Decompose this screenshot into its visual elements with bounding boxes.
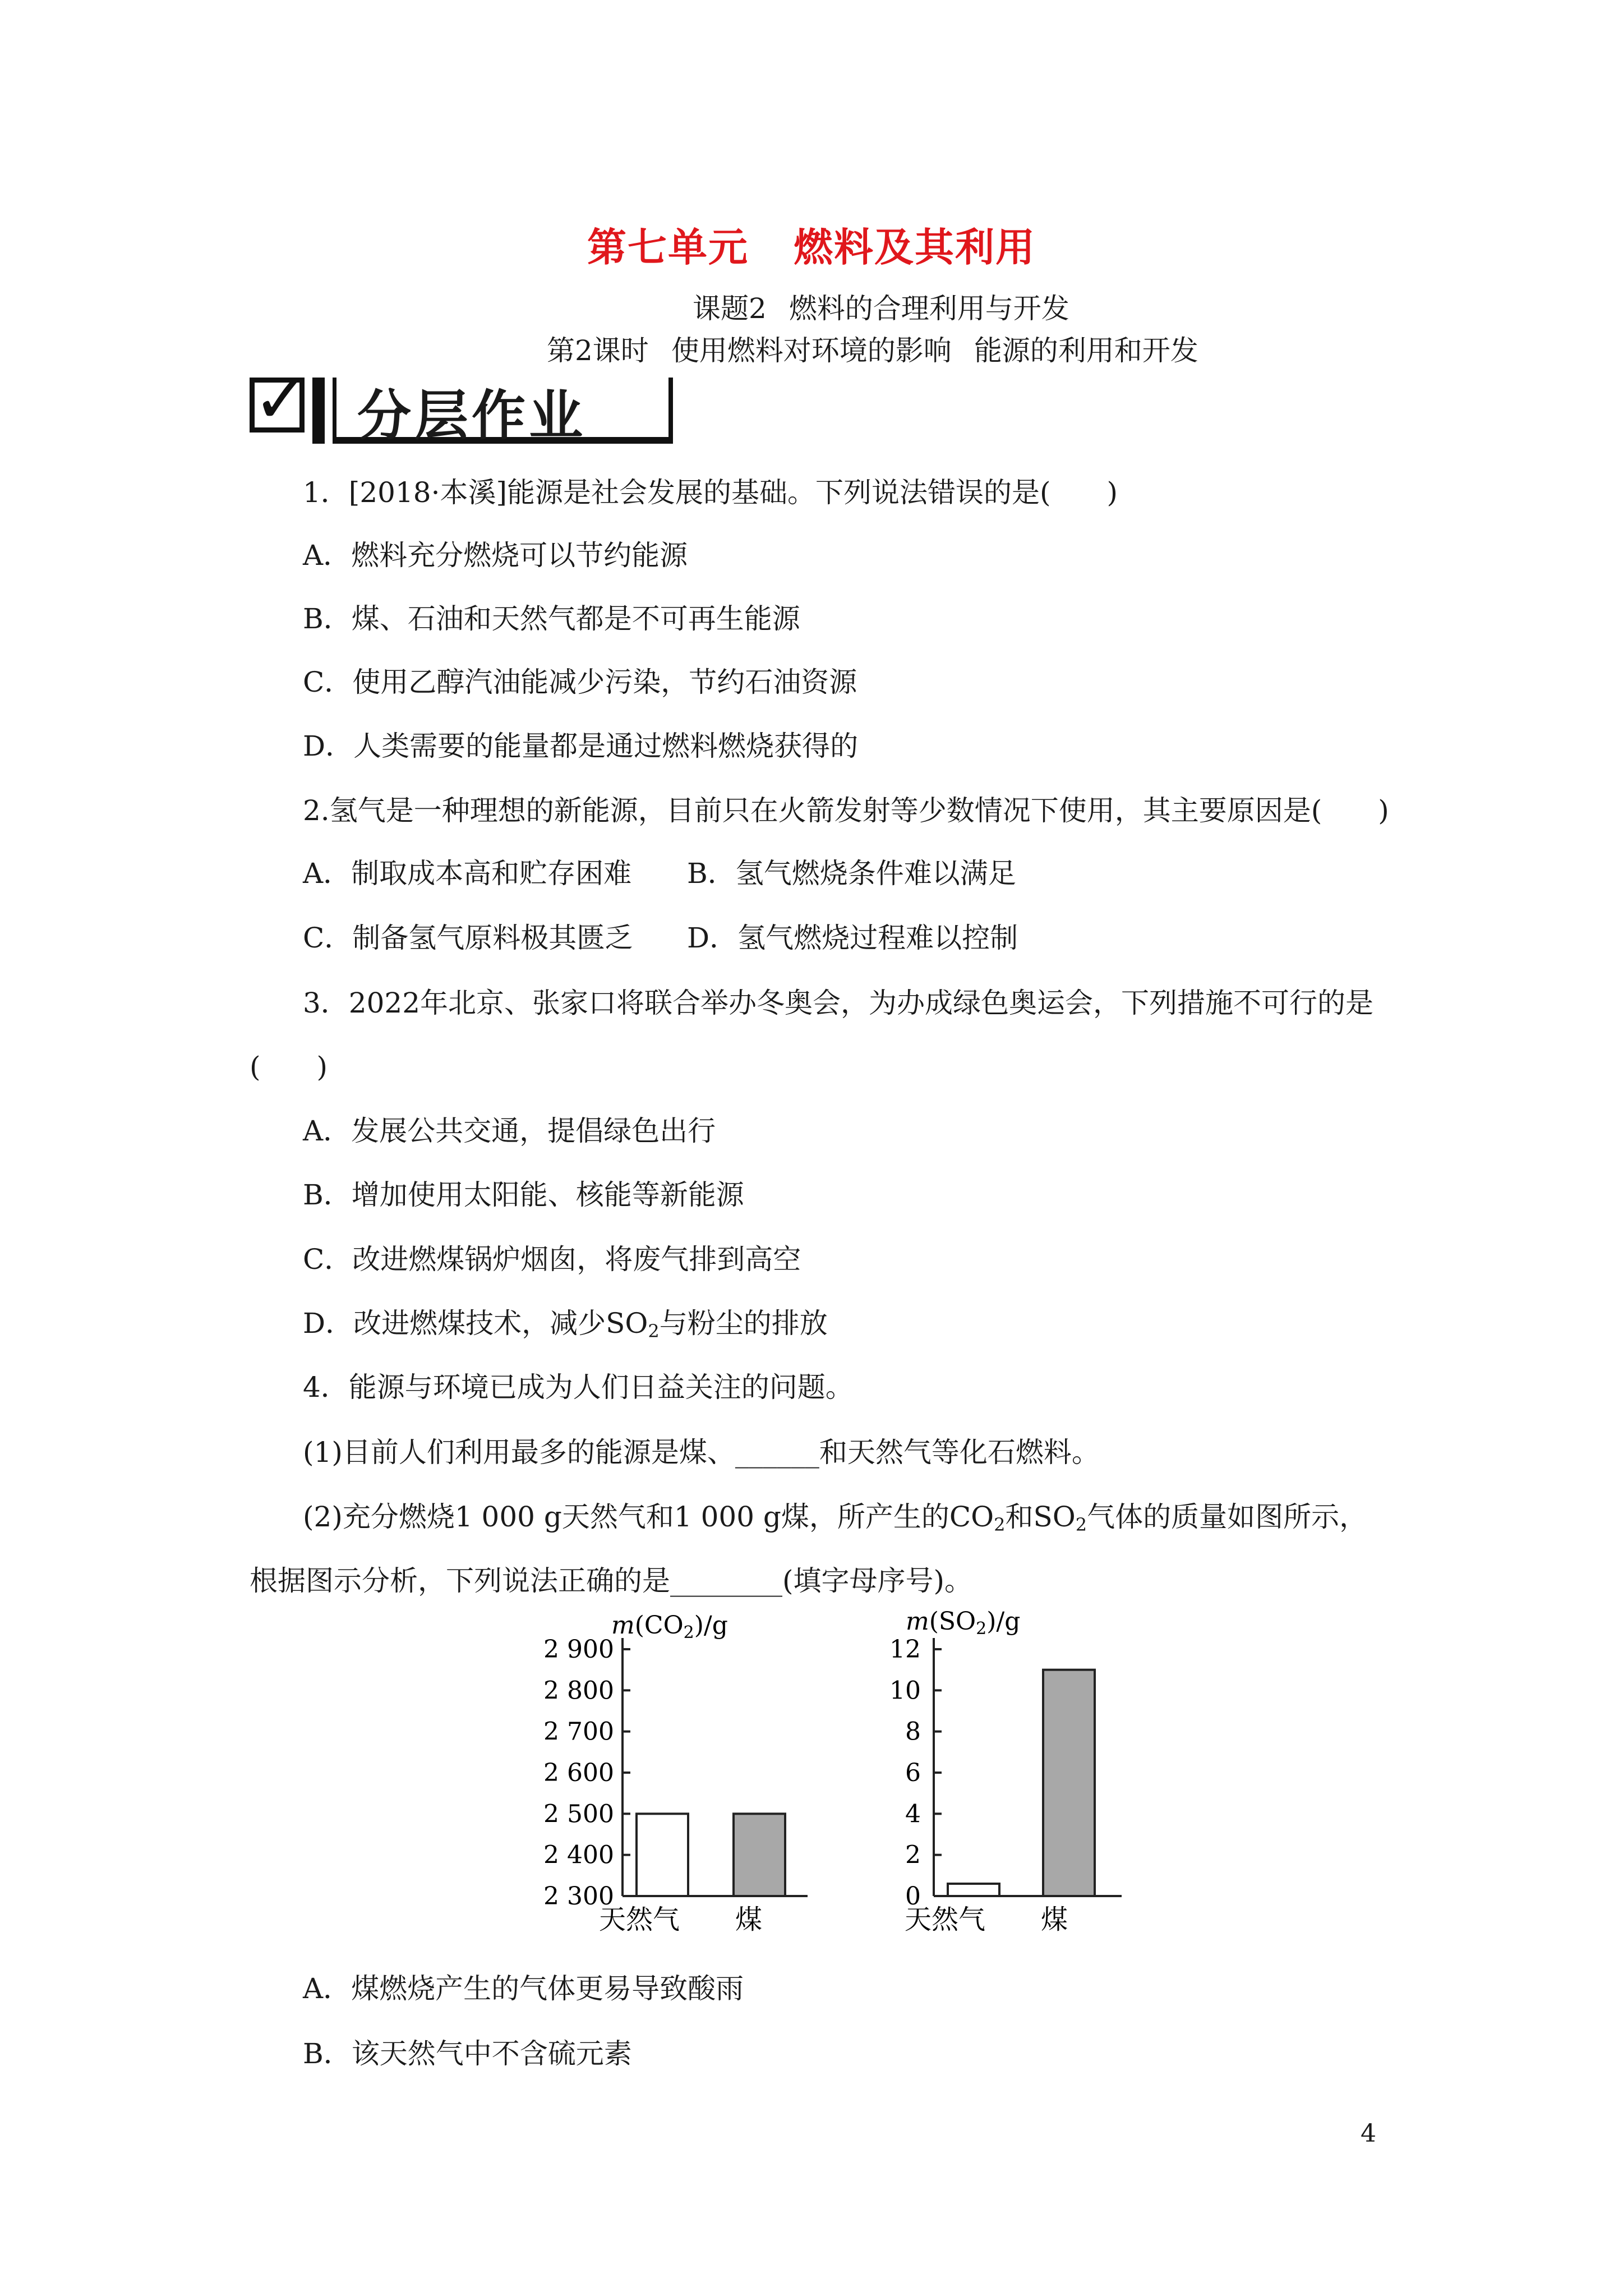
chart-title — [906, 1607, 1020, 1639]
q4-part-2-line2: 根据图示分析，下列说法正确的是________(填字母序号)。 — [250, 1565, 973, 1597]
co2-chart — [527, 1604, 875, 1941]
category-label: 天然气 — [598, 1904, 680, 1935]
title-sub: 2 — [976, 1619, 987, 1639]
unit-title — [0, 216, 1623, 273]
period-name-1: 使用燃料对环境的影响 — [671, 334, 952, 367]
q3-option-b: B．增加使用太阳能、核能等新能源 — [303, 1179, 744, 1211]
lesson-title — [693, 286, 1069, 326]
lesson-name: 燃料的合理利用与开发 — [789, 292, 1069, 325]
period-name-2: 能源的利用和开发 — [974, 334, 1198, 367]
q1-stem: 1．[2018·本溪]能源是社会发展的基础。下列说法错误的是( ) — [303, 476, 1118, 509]
q1-option-d: D．人类需要的能量都是通过燃料燃烧获得的 — [303, 730, 859, 762]
y-tick-label: 2 — [905, 1841, 921, 1870]
y-tick-label: 6 — [905, 1759, 921, 1787]
title-m: m — [906, 1607, 929, 1636]
title-end: )/g — [694, 1611, 728, 1640]
checkmark-icon: ✓ — [253, 361, 310, 439]
y-tick-label: 2 400 — [543, 1841, 614, 1870]
unit-title-name: 燃料及其利用 — [794, 224, 1036, 270]
homework-banner — [250, 361, 673, 447]
y-tick-label: 2 700 — [543, 1717, 614, 1746]
bar-natural-gas — [637, 1814, 688, 1896]
y-tick-label: 4 — [905, 1800, 921, 1829]
category-label: 煤 — [735, 1904, 763, 1935]
unit-title-number: 第七单元 — [587, 224, 749, 270]
q3-option-a: A．发展公共交通，提倡绿色出行 — [303, 1115, 716, 1147]
q2-option-d: D．氢气燃烧过程难以控制 — [687, 922, 1018, 954]
q3-answer-paren: ( ) — [250, 1051, 328, 1083]
bar-coal — [734, 1814, 785, 1896]
bar-natural-gas — [948, 1884, 999, 1896]
q4-option-b: B．该天然气中不含硫元素 — [303, 2037, 632, 2070]
so2-chart — [880, 1599, 1150, 1941]
title-end: )/g — [986, 1607, 1021, 1636]
lesson-number: 课题2 — [693, 292, 767, 325]
y-tick-label: 2 900 — [543, 1635, 614, 1664]
y-tick-label: 8 — [905, 1717, 921, 1746]
bar-coal — [1043, 1670, 1095, 1896]
period-number: 第2课时 — [547, 334, 649, 367]
q4-part-2: (2)充分燃烧1 000 g天然气和1 000 g煤，所产生的$CO_2$和$SO_2$气体的质量如图所示， — [303, 1501, 1368, 1535]
q3-option-c: C．改进燃煤锅炉烟囱，将废气排到高空 — [303, 1243, 801, 1276]
category-label: 煤 — [1040, 1904, 1068, 1935]
y-tick-label: 0 — [905, 1882, 921, 1911]
q1-option-c: C．使用乙醇汽油能减少污染，节约石油资源 — [303, 666, 857, 698]
q2-stem: 2.氢气是一种理想的新能源，目前只在火箭发射等少数情况下使用，其主要原因是( ) — [303, 794, 1389, 827]
y-tick-label: 2 500 — [543, 1800, 614, 1829]
q4-option-a: A．煤燃烧产生的气体更易导致酸雨 — [303, 1972, 744, 2005]
title-mid: (CO — [634, 1611, 684, 1640]
y-tick-label: 2 800 — [543, 1676, 614, 1705]
period-title — [547, 328, 1198, 369]
category-label: 天然气 — [904, 1904, 986, 1935]
q1-option-a: A．燃料充分燃烧可以节约能源 — [303, 539, 688, 572]
y-tick-label: 2 600 — [543, 1759, 614, 1787]
page-number: 4 — [1361, 2119, 1376, 2148]
chart-title — [611, 1611, 728, 1642]
q2-option-a: A．制取成本高和贮存困难 — [303, 857, 632, 890]
title-mid: (SO — [929, 1607, 976, 1636]
q2-option-c: C．制备氢气原料极其匮乏 — [303, 922, 633, 954]
q3-option-d: D．改进燃煤技术，减少$SO_2$与粉尘的排放 — [303, 1307, 828, 1342]
title-m: m — [611, 1611, 635, 1640]
y-tick-label: 2 300 — [543, 1882, 614, 1911]
banner-label: 分层作业 — [357, 384, 586, 447]
y-tick-label: 12 — [889, 1635, 921, 1664]
title-sub: 2 — [683, 1623, 694, 1642]
q4-stem: 4．能源与环境已成为人们日益关注的问题。 — [303, 1371, 854, 1404]
y-tick-label: 10 — [889, 1676, 921, 1705]
q3-stem: 3．2022年北京、张家口将联合举办冬奥会，为办成绿色奥运会，下列措施不可行的是 — [303, 987, 1374, 1019]
q1-option-b: B．煤、石油和天然气都是不可再生能源 — [303, 602, 800, 635]
q2-option-b: B．氢气燃烧条件难以满足 — [687, 857, 1016, 890]
q4-part-1: (1)目前人们利用最多的能源是煤、______和天然气等化石燃料。 — [303, 1436, 1100, 1469]
